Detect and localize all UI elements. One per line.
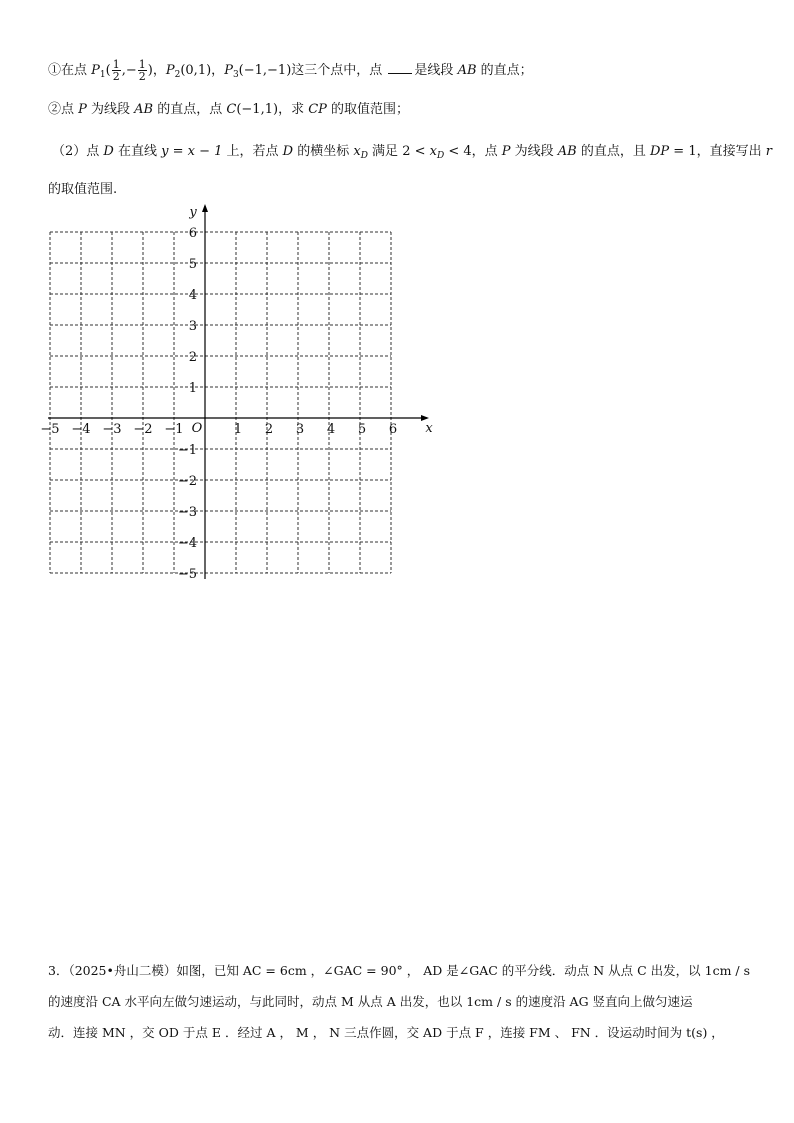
text: 是线段: [414, 63, 458, 78]
point-d: D: [103, 144, 114, 159]
y-tick-label: −1: [177, 443, 197, 458]
circle-number-1: ①: [48, 63, 62, 78]
x-tick-label: −2: [133, 422, 153, 437]
text: 为线段: [86, 102, 135, 117]
text: 这三个点中，点: [291, 63, 387, 78]
point-p: P: [501, 144, 511, 159]
text: ，求: [278, 102, 309, 117]
inequality-right: < 4: [444, 144, 472, 159]
point-p2-name: P: [165, 63, 175, 78]
y-tick-label: 6: [188, 226, 197, 241]
coordinate-grid: [40, 200, 440, 580]
var-x-subscript: D: [436, 151, 445, 161]
text: ，直接写出: [696, 144, 766, 159]
question-2-line: [48, 101, 409, 119]
y-tick-label: 4: [188, 288, 197, 303]
x-tick-label: 6: [388, 422, 398, 437]
text: 的取值范围；: [326, 102, 410, 117]
x-tick-label: −1: [164, 422, 184, 437]
point-p3-subscript: 3: [232, 70, 239, 80]
fraction-denominator: 2: [138, 70, 146, 83]
point-p1-subscript: 1: [99, 70, 106, 80]
y-tick-label: 5: [188, 257, 197, 272]
text: 为线段: [510, 144, 558, 159]
origin-label: O: [191, 421, 203, 436]
text: 点: [61, 102, 79, 117]
text: = 1: [669, 144, 697, 159]
fraction-one-half: [138, 59, 147, 82]
y-tick-label: 3: [188, 319, 197, 334]
segment-cp: CP: [308, 102, 327, 117]
text: 上，若点: [222, 144, 283, 159]
part-number: （2）: [52, 144, 87, 159]
text: 的直点，且: [576, 144, 650, 159]
text: 在直线: [113, 144, 162, 159]
x-tick-label: 3: [295, 422, 305, 437]
var-x: x: [353, 144, 361, 159]
y-tick-label: −3: [177, 505, 197, 520]
y-axis-label: y: [189, 205, 197, 220]
text: ，点: [471, 144, 502, 159]
y-tick-label: −4: [177, 536, 197, 551]
paren-open: (: [105, 63, 111, 78]
point-p3-coords: (−1,−1): [238, 63, 292, 78]
text: 在点: [61, 63, 92, 78]
separator: ，: [211, 63, 225, 78]
question-3-line-2: 的速度沿 CA 水平向左做匀速运动，与此同时，动点 M 从点 A 出发，也以 1cm / s 的速度沿 AG 竖直向上做匀速运: [48, 994, 693, 1009]
y-tick-label: 2: [188, 350, 197, 365]
question-3-line-3: 动．连接 MN ，交 OD 于点 E ．经过 A ， M ， N 三点作圆，交 AD 于点 F ，连接 FM 、 FN ．设运动时间为 t(s) ，: [48, 1025, 724, 1040]
fraction-numerator: 1: [112, 58, 120, 71]
x-tick-label: 5: [357, 422, 367, 437]
x-tick-label: −3: [102, 422, 122, 437]
line-equation: y = x − 1: [161, 144, 223, 159]
point-p1-name: P: [91, 63, 100, 78]
question-1-line: [48, 59, 533, 84]
circle-number-2: ②: [48, 102, 62, 117]
y-tick-label: −5: [177, 567, 197, 580]
x-tick-label: 1: [233, 422, 243, 437]
fraction-denominator: 2: [112, 70, 120, 83]
comma: ,: [121, 63, 126, 78]
point-p2-subscript: 2: [174, 70, 181, 80]
part-2-line-2: 的取值范围.: [48, 182, 118, 197]
text: 满足: [367, 144, 403, 159]
x-axis-label: x: [425, 421, 433, 436]
text: 的直点，点: [153, 102, 227, 117]
text: 的直点；: [476, 63, 533, 78]
question-3-line-1: 3．（2025•舟山二模）如图，已知 AC = 6cm ，∠GAC = 90° ， AD 是∠GAC 的平分线．动点 N 从点 C 出发，以 1cm / s: [48, 963, 751, 978]
minus-sign: −: [125, 63, 137, 78]
x-tick-label: −5: [40, 422, 60, 437]
y-axis-arrow: [202, 204, 208, 212]
point-p3-name: P: [224, 63, 233, 78]
answer-blank[interactable]: [388, 61, 412, 74]
text: 点: [86, 144, 104, 159]
fraction-numerator: 1: [138, 58, 146, 71]
point-p2-coords: (0,1): [180, 63, 212, 78]
point-d: D: [282, 144, 294, 159]
separator: ，: [152, 63, 166, 78]
y-tick-label: −2: [177, 474, 197, 489]
point-c: C: [226, 102, 237, 117]
inequality-left: 2 <: [402, 144, 430, 159]
x-tick-label: 4: [326, 422, 336, 437]
y-tick-label: 1: [188, 381, 197, 396]
paren-close: ): [147, 63, 153, 78]
text: 的横坐标: [293, 144, 354, 159]
x-tick-label: 2: [264, 422, 274, 437]
segment-dp: DP: [650, 144, 670, 159]
segment-ab: AB: [557, 144, 577, 159]
segment-ab: AB: [457, 63, 477, 78]
fraction-one-half: [112, 59, 121, 82]
point-c-coords: (−1,1): [236, 102, 279, 117]
segment-ab: AB: [134, 102, 154, 117]
part-2-line-1: [52, 143, 772, 165]
x-tick-label: −4: [71, 422, 91, 437]
var-x-subscript: D: [360, 151, 368, 161]
var-r: r: [765, 144, 772, 159]
var-x: x: [429, 144, 437, 159]
point-p: P: [78, 102, 87, 117]
